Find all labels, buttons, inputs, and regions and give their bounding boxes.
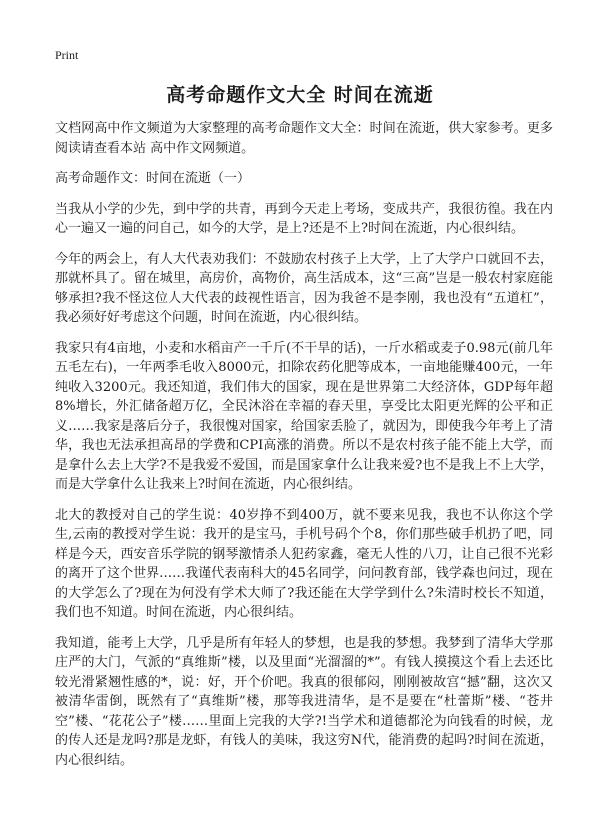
body-paragraph: 北大的教授对自己的学生说：40岁挣不到400万，就不要来见我，我也不认你这个学生,云南的教授对学生说：我开的是宝马，手机号码个个8，你们那些破手机扔了吧，同样是今天，西安音乐学院的钢琴激情杀人犯药家鑫，毫无人性的八刀，让自己很不光彩的离开了这个世界……我谨代表南科大的45名同学，问问教育部，钱学森也问过，现在的大学怎么了?现在为何没有学术大师了?我还能在大学学到什么?朱清时校长不知道，我们也不知道。时间在流逝，内心很纠结。 bbox=[55, 507, 553, 620]
page-title: 高考命题作文大全 时间在流逝 bbox=[166, 84, 434, 106]
print-link[interactable]: Print bbox=[55, 48, 79, 62]
body-paragraph: 当我从小学的少先，到中学的共青，再到今天走上考场，变成共产，我很彷徨。我在内心一遍又一遍的问自己，如今的大学，是上?还是不上?时间在流逝，内心很纠结。 bbox=[55, 201, 553, 236]
body-paragraph: 我家只有4亩地，小麦和水稻亩产一千斤(不干旱的话)，一斤水稻或麦子0.98元(前几年五毛左右)，一年两季毛收入8000元，扣除农药化肥等成本，一亩地能赚400元，一年纯收入3200元。我还知道，我们伟大的国家，现在是世界第二大经济体，GDP每年超8%增长，外汇储备超万亿，全民沐浴在幸福的春天里，享受比太阳更光辉的公平和正义……我家是落后分子，我很愧对国家，给国家丢脸了，就因为，即使我今年考上了清华，我也无法承担高昂的学费和CPI高涨的消费。所以不是农村孩子能不能上大学，而是拿什么去上大学?不是我爱不爱国，而是国家拿什么让我来爱?也不是我上不上大学，而是大学拿什么让我来上?时间在流逝，内心很纠结。 bbox=[55, 340, 553, 492]
body-paragraph: 今年的两会上，有人大代表劝我们：不鼓励农村孩子上大学，上了大学户口就回不去，那就杯具了。留在城里，高房价，高物价，高生活成本，这“三高”岂是一般农村家庭能够承担?我不怪这位人大代表的歧视性语言，因为我爸不是李刚，我也没有“五道杠”，我必须好好考虑这个问题，时间在流逝，内心很纠结。 bbox=[55, 251, 553, 325]
body-paragraph: 我知道，能考上大学，几乎是所有年轻人的梦想，也是我的梦想。我梦到了清华大学那庄严的大门，气派的“真维斯”楼，以及里面“光溜溜的*”。有钱人摸摸这个看上去还比较光滑紧翘性感的*，说：好，开个价吧。我真的很郁闷，刚刚被故宫“撼”翻，这次又被清华雷倒，既然有了“真维斯”楼，那等我进清华，是不是要在“杜蕾斯”楼、“苍井空”楼、“花花公子”楼……里面上完我的大学?!当学术和道德都沦为向钱看的时候，龙的传人还是龙吗?那是龙虾，有钱人的美味，我这穷N代，能消费的起吗?时间在流逝，内心很纠结。 bbox=[55, 635, 553, 768]
intro-paragraph: 文档网高中作文频道为大家整理的高考命题作文大全：时间在流逝，供大家参考。更多阅读请查看本站 高中作文网频道。 bbox=[55, 121, 553, 156]
section-subtitle: 高考命题作文：时间在流逝（一） bbox=[55, 171, 251, 186]
article-body bbox=[55, 119, 553, 781]
